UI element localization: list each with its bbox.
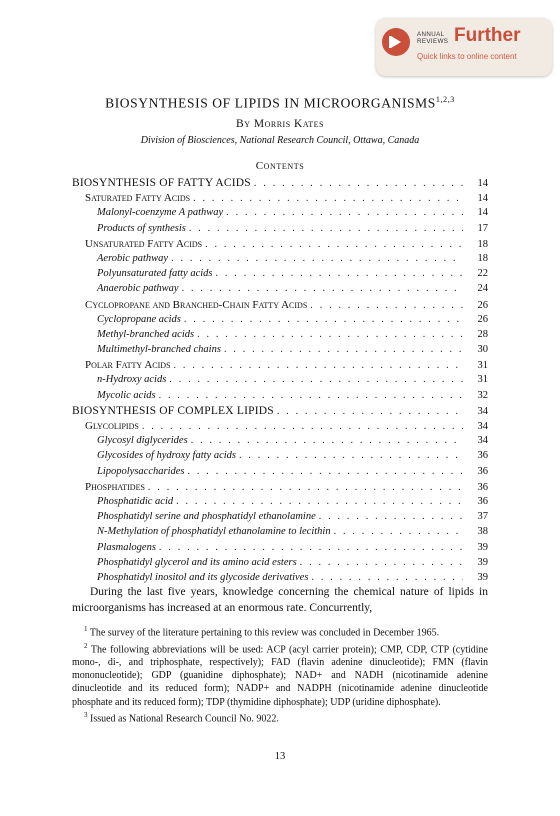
toc-entry-title: Cyclopropane acids	[97, 313, 181, 325]
toc-entry-page: 22	[477, 268, 488, 280]
toc-entry	[72, 283, 488, 298]
toc-leader-dots	[182, 283, 463, 294]
toc-leader-dots	[226, 207, 463, 218]
author: By Morris Kates	[236, 118, 324, 130]
toc-entry-title: Phosphatidyl serine and phosphatidyl ethanolamine	[97, 511, 316, 523]
table-of-contents	[72, 177, 488, 587]
toc-entry	[72, 390, 488, 405]
annual-reviews-wordmark: ANNUAL REVIEWS	[417, 31, 449, 45]
toc-entry-title: BIOSYNTHESIS OF COMPLEX LIPIDS	[72, 404, 274, 417]
toc-entry-page: 34	[477, 435, 488, 447]
toc-leader-dots	[176, 496, 463, 507]
toc-entry	[72, 359, 488, 374]
toc-entry-page: 14	[477, 207, 488, 219]
toc-leader-dots	[319, 511, 463, 522]
toc-entry-title: Products of synthesis	[97, 222, 186, 234]
toc-entry-page: 34	[477, 405, 488, 417]
toc-entry	[72, 466, 488, 481]
toc-leader-dots	[300, 557, 463, 568]
toc-entry	[72, 405, 488, 420]
body-paragraph: During the last five years, knowledge concerning the chemical nature of lipids in microorganisms has increased at an enormous rate. Concurrently,	[72, 586, 488, 614]
toc-entry-title: Glycolipids	[85, 420, 139, 432]
further-label: Further	[454, 25, 521, 46]
toc-entry-page: 31	[477, 360, 488, 372]
toc-leader-dots	[193, 193, 463, 204]
footnote-1: $^1$ The survey of the literature pertaining to this review was concluded in December 1965.	[84, 625, 440, 639]
toc-entry-title: BIOSYNTHESIS OF FATTY ACIDS	[72, 177, 251, 189]
toc-entry-page: 17	[477, 222, 488, 234]
toc-entry-page: 18	[477, 238, 488, 250]
affiliation: Division of Biosciences, National Research Council, Ottawa, Canada	[140, 135, 420, 146]
toc-entry-page: 26	[477, 313, 488, 325]
toc-entry-page: 36	[477, 481, 488, 493]
toc-leader-dots	[311, 572, 463, 583]
toc-entry-title: Glycosyl diglycerides	[97, 435, 188, 447]
toc-entry-page: 39	[477, 571, 488, 583]
toc-entry-page: 36	[477, 495, 488, 507]
toc-entry-title: N-Methylation of phosphatidyl ethanolamine to lecithin	[97, 526, 331, 538]
toc-entry-page: 36	[477, 450, 488, 462]
article-title: BIOSYNTHESIS OF LIPIDS IN MICROORGANISMS$^{1,2,3}$	[105, 95, 455, 111]
toc-entry-title: Unsaturated Fatty Acids	[85, 237, 203, 250]
toc-leader-dots	[254, 178, 463, 189]
toc-entry	[72, 526, 488, 541]
footnote-3: $^3$ Issued as National Research Council No. 9022.	[84, 710, 279, 725]
toc-entry	[72, 496, 488, 511]
toc-leader-dots	[169, 374, 463, 385]
toc-entry-title: Phosphatidyl glycerol and its amino acid esters	[97, 556, 297, 568]
toc-entry-title: Anaerobic pathway	[97, 283, 179, 295]
contents-heading: Contents	[255, 160, 305, 172]
toc-entry-page: 14	[477, 193, 488, 205]
toc-entry-title: Polyunsaturated fatty acids	[97, 268, 213, 280]
toc-entry-page: 32	[477, 389, 488, 401]
toc-entry-title: n-Hydroxy acids	[97, 374, 167, 386]
toc-entry	[72, 420, 488, 435]
toc-entry	[72, 481, 488, 496]
toc-leader-dots	[159, 390, 463, 401]
toc-entry-title: Plasmalogens	[97, 541, 156, 553]
toc-leader-dots	[205, 239, 463, 250]
toc-entry-page: 30	[477, 344, 488, 356]
toc-entry	[72, 253, 488, 268]
toc-entry	[72, 511, 488, 526]
toc-entry	[72, 557, 488, 572]
toc-entry-page: 28	[477, 328, 488, 340]
toc-entry-page: 18	[477, 252, 488, 264]
toc-leader-dots	[224, 344, 463, 355]
toc-entry	[72, 207, 488, 222]
toc-entry-title: Malonyl-coenzyme A pathway	[97, 207, 224, 219]
toc-entry-page: 34	[477, 421, 488, 432]
further-banner[interactable]	[376, 18, 552, 76]
toc-entry-page: 26	[477, 299, 488, 311]
toc-entry	[72, 238, 488, 253]
toc-entry-page: 24	[477, 283, 488, 295]
toc-entry-title: Multimethyl-branched chains	[97, 344, 221, 356]
page-number: 13	[274, 751, 286, 762]
toc-entry-title: Polar Fatty Acids	[85, 359, 171, 372]
toc-entry	[72, 329, 488, 344]
toc-entry-title: Lipopolysaccharides	[97, 465, 185, 477]
toc-entry	[72, 299, 488, 314]
toc-entry-title: Phosphatides	[85, 480, 145, 493]
toc-entry	[72, 223, 488, 238]
toc-leader-dots	[310, 300, 463, 311]
toc-leader-dots	[184, 314, 463, 325]
toc-entry-title: Saturated Fatty Acids	[85, 192, 191, 205]
toc-entry	[72, 435, 488, 450]
toc-entry	[72, 374, 488, 389]
toc-entry	[72, 268, 488, 283]
toc-entry-page: 36	[477, 465, 488, 477]
toc-entry-title: Glycosides of hydroxy fatty acids	[97, 450, 236, 462]
toc-leader-dots	[277, 406, 463, 417]
toc-entry-page: 37	[477, 511, 488, 523]
footnotes	[72, 623, 488, 725]
toc-entry-title: Phosphatidic acid	[97, 495, 174, 507]
toc-entry	[72, 192, 488, 207]
toc-entry	[72, 344, 488, 359]
toc-leader-dots	[148, 482, 463, 493]
toc-entry	[72, 450, 488, 465]
footnote-2: $^2$ The following abbreviations will be used: ACP (acyl carrier protein); CMP, CDP, CTP (cytidine mono-, di-, and triphosphate, respectively); FAD (flavin adenine dinucleotide); FMN (flavin mononucleotide); GDP (guanidine diphosphate); NAD+ and NADH (nicotinamide adenine dinucleotide and its reduced form); NADP+ and NADPH (nicotinamide adenine dinucleotide phosphate and its reduced form); TDP (thymidine diphosphate); UDP (uridine diphosphate).	[72, 641, 488, 708]
further-subtitle: Quick links to online content	[417, 52, 517, 61]
toc-leader-dots	[188, 466, 464, 477]
toc-entry	[72, 177, 488, 192]
toc-entry-title: Mycolic acids	[97, 389, 156, 401]
toc-entry-title: Aerobic pathway	[97, 252, 169, 264]
toc-leader-dots	[334, 526, 463, 537]
toc-leader-dots	[174, 360, 463, 371]
toc-entry-page: 39	[477, 556, 488, 568]
toc-leader-dots	[189, 223, 463, 234]
toc-entry-title: Phosphatidyl inositol and its glycoside derivatives	[97, 571, 309, 583]
title-footnote-refs: 1,2,3	[435, 95, 455, 104]
toc-leader-dots	[216, 268, 464, 279]
toc-entry-title: Cyclopropane and Branched-Chain Fatty Acids	[85, 298, 308, 311]
toc-leader-dots	[159, 542, 463, 553]
toc-leader-dots	[142, 421, 463, 432]
toc-entry-title: Methyl-branched acids	[97, 328, 195, 340]
toc-entry-page: 31	[477, 374, 488, 386]
toc-leader-dots	[239, 450, 463, 461]
toc-entry	[72, 314, 488, 329]
toc-entry-page: 38	[477, 526, 488, 538]
toc-leader-dots	[191, 435, 463, 446]
toc-leader-dots	[197, 329, 463, 340]
toc-leader-dots	[171, 253, 463, 264]
toc-entry-page: 14	[477, 178, 488, 189]
toc-entry	[72, 542, 488, 557]
toc-entry-page: 39	[477, 541, 488, 553]
annual-reviews-logo-icon	[382, 28, 410, 56]
